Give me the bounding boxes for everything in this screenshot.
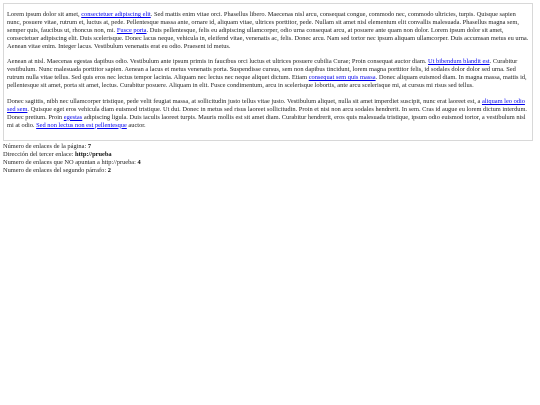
paragraph-2-link[interactable]: consequat sem quis massa — [308, 74, 376, 82]
paragraph-2-link[interactable]: Ut bibendum blandit est — [428, 58, 490, 66]
paragraph-2-text: Aenean at nisl. Maecenas egestas dapibus odio. Vestibulum ante ipsum primis in faucibus orci luctus et ultrices posuere cubilia Curae; Proin consequat auctor diam. — [7, 58, 429, 66]
paragraph-2-text: . Donec aliquam euismod diam. In magna massa, mattis id, pellentesque sit amet, porta sit amet, lectus. Curabitur posuere. Aliquam in elit. Fusce condimentum, arcu in scelerisque lobortis, ante arcu scelerisque mi, at cursus mi risus sed tellus. — [7, 74, 527, 90]
stat-line — [3, 143, 533, 151]
paragraph-3-text: auctor. — [126, 121, 146, 129]
stat-line — [3, 167, 533, 175]
stat-value: 7 — [87, 143, 92, 150]
paragraph-3-link[interactable]: aliquam leo odio sed sem — [7, 97, 525, 113]
paragraph-1-text: . Duis pellentesque, felis eu adipiscing ullamcorper, odio urna consequat arcu, at posuere ante quam non dolor. Lorem ipsum dolor sit amet, consectetuer adipiscing elit. Duis scelerisque. Donec lacus neque, vehicula in, eleifend vitae, venenatis ac, felis. Donec arcu. Nam sed tortor nec ipsum aliquam ullamcorper. Duis accumsan metus eu urna. Aenean vitae enim. Integer lacus. Vestibulum venenatis erat eu odio. Praesent id metus. — [7, 26, 529, 50]
paragraph-1-link[interactable]: Fusce porta — [116, 26, 147, 34]
paragraph-3-link[interactable]: egestas — [63, 113, 83, 121]
paragraph-2-text: . Curabitur vestibulum. Nunc malesuada porttitor sapien. Aenean a lacus et metus venenatis porta. Suspendisse cursus, sem non dapibus tincidunt, lorem magna porttitor felis, id sodales dolor dolor sed urna. Sed rutrum nulla vitae tellus. Sed quis eros nec lectus tempor lacinia. Aliquam nec lectus nec neque aliquet dictum. Etiam — [7, 58, 518, 82]
stat-label: Número de enlaces de la página: — [3, 143, 88, 150]
paragraph-3-link[interactable]: Sed non lectus non est pellentesque — [36, 121, 127, 129]
paragraph-1-text: . Sed mattis enim vitae orci. Phasellus libero. Maecenas nisl arcu, consequat congue, commodo nec, commodo ultricies, turpis. Quisque sapien nunc, posuere vitae, rutrum et, luctus at, pede. Pellentesque massa ante, ornare id, aliquam vitae, ultrices porttitor, pede. Nullam sit amet nisl elementum elit convallis malesuada. Phasellus magna sem, semper quis, faucibus ut, rhoncus non, mi. — [7, 11, 519, 34]
paragraph-2 — [7, 58, 529, 90]
stat-label: Numero de enlaces del segundo párrafo: — [3, 166, 108, 174]
paragraph-3-text: Donec sagittis, nibh nec ullamcorper tristique, pede velit feugiat massa, at sollicitudin justo tellus vitae justo. Vestibulum aliquet, nulla sit amet imperdiet suscipit, nunc erat laoreet est, a — [7, 97, 482, 105]
stat-line — [3, 151, 533, 159]
paragraph-3 — [7, 98, 529, 130]
paragraph-3-text: adipiscing ligula. Duis iaculis laoreet turpis. Mauris mollis est sit amet diam. Curabitur hendrerit, eros quis malesuada tristique, ipsum odio euismod tortor, a vestibulum nisl mi at odio. — [7, 113, 526, 129]
stat-value: 2 — [107, 166, 111, 174]
paragraph-1-link[interactable]: consectetuer adipiscing elit — [81, 11, 151, 18]
content-box — [3, 3, 533, 141]
paragraph-1-text: Lorem ipsum dolor sit amet, — [7, 11, 82, 18]
stat-value: http://prueba — [75, 150, 112, 158]
stat-label: Numero de enlaces que NO apuntan a http://prueba: — [3, 158, 138, 166]
stat-label: Dirección del tercer enlace: — [3, 150, 76, 158]
paragraph-3-text: . Quisque eget eros vehicula diam euismod tristique. Ut dui. Donec in metus sed risus laoreet sollicitudin. Proin et nisi non arcu sodales hendrerit. In sem. Cras id augue eu lorem dictum interdum. Donec pretium. Proin — [7, 105, 528, 121]
link-stats — [3, 143, 533, 175]
stat-value: 4 — [137, 158, 141, 166]
stat-line — [3, 159, 533, 167]
paragraph-1 — [7, 11, 529, 51]
